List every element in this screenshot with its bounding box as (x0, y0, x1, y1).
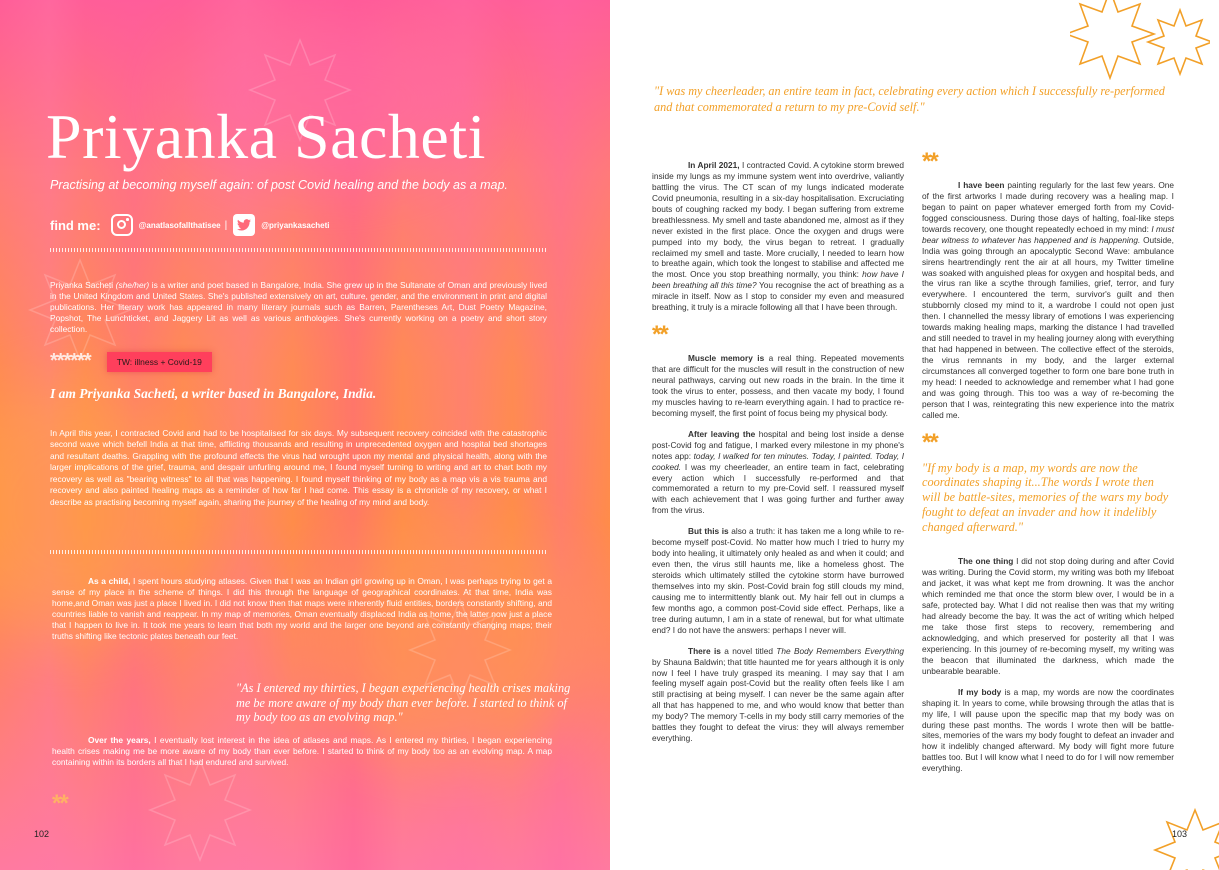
paragraph (922, 687, 1174, 775)
section-divider (50, 550, 547, 554)
para-text: I spent hours studying atlases. Given that I was an Indian girl growing up in Oman, I was perhaps trying to get a sense of my place in the scheme of things. I did this through the language of geographical coordinates. At that time, India was home,and Oman was just a place I lived in. I did not know then that maps were inherently fluid entities, borders constantly shifting, and countries liable to vanish and reappear. In my map of memories, Oman eventually displaced India as home, the latter now just a place that I happen to live in. It took me years to learn that both my world and the larger one beyond are constantly changing maps; their truths shifting like tectonic plates beneath our feet. (52, 576, 552, 642)
right-column-1 (652, 160, 904, 754)
author-bio (50, 280, 547, 335)
para-text: hospital and being lost inside a dense post-Covid fog and fatigue, I marked every milestone in my phone's notes app: (652, 428, 904, 461)
paragraph (652, 429, 904, 517)
instagram-handle[interactable]: @anatlasofallthatisee (138, 220, 221, 230)
top-pull-quote: "I was my cheerleader, an entire team in fact, celebrating every action which I successfully re-performed and that commemorated a return to my pre-Covid self." (654, 84, 1165, 114)
para-lead: There is (688, 645, 721, 656)
para-text: a real thing. Repeated movements that are difficult for the muscles will result in the construction of new neural pathways, carving out new roads in the brain. In the time it took the virus to enter, possess, and then vacate my body, I found my muscles having to re-learn everything again. I had to practice re-becoming myself, the first point of focus being my physical body. (652, 353, 904, 418)
para-italic: I must bear witness to whatever has happened and is happening. (922, 223, 1174, 245)
paragraph (922, 556, 1174, 676)
pull-quote: "As I entered my thirties, I began experiencing health crises making me be more aware of my body than ever before. I started to think of my body too as an evolving map." (236, 681, 571, 724)
bio-pronouns: (she/her) (115, 280, 150, 290)
para-lead: In April 2021, (688, 160, 740, 170)
paragraph (652, 646, 904, 744)
para-lead: The one thing (958, 556, 1014, 567)
paragraph (922, 180, 1174, 421)
para-text: I was my cheerleader, an entire team in fact, celebrating every action which I successfully re-performed and that commemorated a return to my pre-Covid self. I reassured myself with each achievement that I was going further and further away from the virus. (652, 461, 904, 516)
bio-text: is a writer and poet based in Bangalore, India. She grew up in the Sultanate of Oman and previously lived in the United Kingdom and United States. She's published extensively on art, culture, gender, and the environment in print and digital publications. Her literary work has appeared in many literary journals such as Barren, Parentheses Art, Dust Poetry Magazine, Popshot, The Lunchticket, and Jaggery Lit as well as various anthologies. She's currently working on a poetry and short story collection. (50, 280, 547, 335)
para-text: is a map, my words are now the coordinates shaping it. In years to come, while browsing through the atlas that is my life, I will pause upon the specific map that my body was on during these past months. The words I wrote then will be battle-sites, memories of the wars my body fought to defeat an invader and how it indelibly changed afterward. My body will fight more future battles too. But I will know what I need to do for I will now remember everything. (922, 686, 1174, 774)
instagram-icon[interactable] (111, 214, 133, 236)
section-asterisk: ** (922, 148, 937, 175)
paragraph (652, 353, 904, 419)
para-lead: As a child, (88, 576, 131, 586)
section-divider (50, 248, 547, 252)
para-italic: The Body Remembers Everything (776, 645, 904, 656)
article-title: Priyanka Sacheti (46, 101, 486, 172)
article-subtitle: Practising at becoming myself again: of post Covid healing and the body as a map. (50, 178, 508, 192)
para-text: You recognise the act of breathing as a miracle in itself. Now as I stop to consider my even and measured breathing, it truly is a miracle following all that I have been through. (652, 280, 904, 313)
handle-separator: | (224, 219, 228, 231)
para-lead: If my body (958, 686, 1002, 697)
bio-name: Priyanka Sacheti (50, 280, 114, 290)
page-number-left: 102 (34, 829, 50, 839)
decorative-stars: ****** (50, 350, 91, 372)
social-links (50, 210, 334, 240)
para-lead: But this is (688, 526, 729, 537)
twitter-icon[interactable] (233, 214, 255, 236)
rating-row (50, 350, 212, 373)
para-italic: how have I been breathing all this time? (652, 269, 904, 291)
para-text: Outside, India was going through an apocalyptic Second Wave: ambulance sirens heartrendingly rent the air at all hours, my Twitter timeline was soaked with anguished pleas for oxygen and hospital beds, and the virus ran like a scythe through families, grief, terror, and fury everywhere. I encountered the term, survivor's guilt and then stubbornly closed my mind to it, a wardrobe I could not open just then. I channelled the messy library of emotions I was experiencing towards making healing maps, marking the distance I had travelled and still needed to travel in my healing journey along with everything that had happened in between. The collective effect of the steroids, the virus remnants in my body, and the larger external circumstances all converged together to form one bare bone truth in my head: I needed to acknowledge and remember what I had gone and was going through. This too was a way of re-becoming the person that I was, reintegrating this new experience into the matrix called me. (922, 234, 1174, 420)
para-lead: Muscle memory is (688, 353, 765, 364)
right-column-2 (922, 146, 1174, 784)
childhood-paragraph (52, 576, 552, 643)
section-asterisk: ** (652, 321, 667, 349)
over-the-years-paragraph (52, 735, 552, 768)
para-lead: I have been (958, 180, 1005, 190)
paragraph (652, 160, 904, 313)
find-me-label: find me: (50, 217, 101, 233)
para-text: I contracted Covid. A cytokine storm brewed inside my lungs as my immune system went into overdrive, valiantly battling the virus. The CT scan of my lungs indicated moderate Covid pneumonia, resulting in a six-day hospitalisation. Excruciating bouts of coughing racked my body. I began suffering from extreme breathlessness. My smell and taste abandoned me, almost as if they never existed in the first place. Once the oxygen and drugs were pumped into my body, the virus began to retreat. I gradually reclaimed my smell and taste. More crucially, I needed to learn how to breathe again, which took the longest to stabilise and affected me the most. Once you stop breathing normally, you think: (652, 160, 904, 280)
para-text: a novel titled (720, 645, 777, 656)
para-text: painting regularly for the last few years. One of the first artworks I made during recovery was a healing map. I began to paint on paper whatever emerged forth from my Covid-fogged consciousness. During those days of halting, foal-like steps towards recovery, one thought repeatedly echoed in my mind: (922, 180, 1174, 234)
flower-outline-icon (1070, 0, 1210, 80)
intro-line: I am Priyanka Sacheti, a writer based in Bangalore, India. (50, 386, 377, 401)
para-lead: After leaving the (688, 428, 756, 439)
para-text: I eventually lost interest in the idea of atlases and maps. As I entered my thirties, I began experiencing health crises making me be more aware of my body than ever before. I started to think of my body too as an evolving map. A map containing within its borders all that I had endured and survived. (52, 735, 552, 768)
twitter-handle[interactable]: @priyankasacheti (261, 220, 330, 230)
column-pull-quote: "If my body is a map, my words are now the coordinates shaping it...The words I wrote then will be battle-sites, memories of the wars my body fought to defeat an invader and how it indelibly changed afterward." (922, 460, 1169, 534)
section-asterisk: ** (52, 790, 67, 817)
para-lead: Over the years, (88, 735, 151, 745)
trigger-warning-badge: TW: illness + Covid-19 (107, 352, 212, 372)
intro-paragraph: In April this year, I contracted Covid and had to be hospitalised for six days. My subsequent recovery coincided with the catastrophic second wave which befell India at that time, afflicting thousands and resulting in unprecedented oxygen and hospital bed shortages and resultant deaths. Grappling with the profound effects the virus had wrought upon my mental and physical health, along with the larger implications of the grief, trauma, and despair unfurling around me, I found myself turning to writing and art to chart both my recovery as well as "bearing witness" to all that was happening. I found myself thinking of my body as a map vis a vis trauma and recovery and also painted healing maps as a reminder of how far I had come. This essay is a chronicle of my recovery, or what I describe as practising becoming myself again, sharing the journey of the healing of my mind and body. (50, 428, 547, 507)
page-number-right: 103 (1172, 829, 1188, 839)
para-text: I did not stop doing during and after Covid was writing. During the Covid storm, my writing was both my lifeboat and jacket, it was what kept me from drowning. It was the anchor which reminded me that once the storm blew over, I would be in a safe, protected bay. What I did not realise then was that my writing had already become the bay. It was the act of writing which helped me take those first steps to recovery, remembering and acknowledging, and which preserved for posterity all that I was experiencing. In this journey of re-becoming myself, my writing was the beacon that illuminated the darkness, which made the unbearable bearable. (922, 556, 1174, 676)
para-italic: today, I walked for ten minutes. Today, I painted. Today, I cooked. (652, 450, 904, 472)
section-asterisk: ** (922, 428, 937, 456)
para-text: also a truth: it has taken me a long while to re-become myself post-Covid. No matter how much I tried to hurry my body into healing, it ultimately only healed as and when it could; and even then, the virus still haunts me, like a homeless ghost. The steroids which ultimately stilled the cytokine storm have burrowed themselves into my skin. Post-Covid brain fog still clouds my mind, causing me to intermittently blank out. My hair fell out in clumps a few months ago, a common post-Covid side effect. Perhaps, like a tree during autumn, I am in a state of renewal, but for what ultimate end? I do not have the answers: perhaps I never will. (652, 526, 904, 635)
paragraph (652, 526, 904, 635)
right-page (610, 0, 1219, 870)
para-text: by Shauna Baldwin; that title haunted me for years although it is only now I feel I have truly grasped its meaning. I may say that I am feeling myself again post-Covid but the reality often feels like I am still practising at being myself. I can never be the same again after all that has happened to me, and who would know that better than my body? The memory T-cells in my body still carry memories of the battles they fought to defeat the virus: they will always remember everything. (652, 656, 904, 744)
